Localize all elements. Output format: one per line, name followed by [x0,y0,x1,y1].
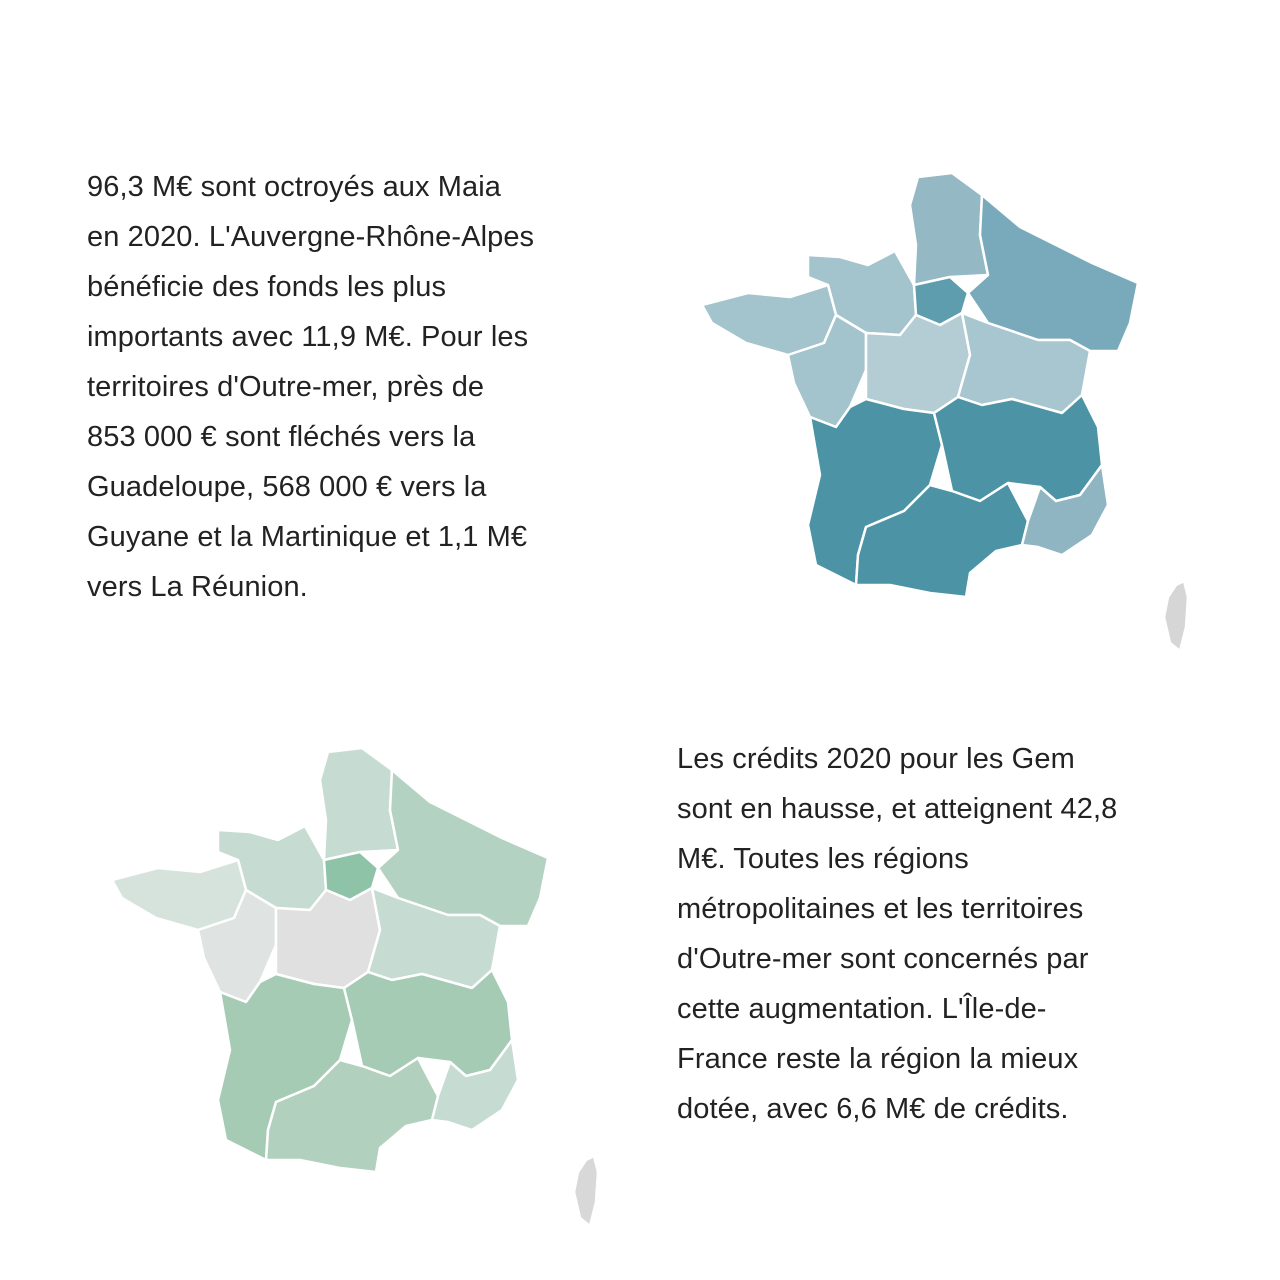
region-corse [1164,581,1188,651]
maia-paragraph [87,162,647,612]
text-line: Guadeloupe, 568 000 € vers la [87,471,487,503]
region-hauts-de-france [320,748,398,860]
region-auvergne-rhone-alpes [934,395,1102,501]
text-line: bénéficie des fonds les plus [87,271,447,303]
gem-paragraph [677,734,1257,1134]
text-line: Les crédits 2020 pour les Gem [677,743,1075,775]
text-line: dotée, avec 6,6 M€ de crédits. [677,1093,1069,1125]
text-line: cette augmentation. L'Île-de- [677,993,1047,1025]
text-line: sont en hausse, et atteignent 42,8 [677,793,1118,825]
region-corse [574,1156,598,1226]
france-regions-svg [690,165,1210,665]
text-line: métropolitaines et les territoires [677,893,1084,925]
text-line: 96,3 M€ sont octroyés aux Maia [87,171,502,203]
text-line: importants avec 11,9 M€. Pour les [87,321,529,353]
gem-france-map [100,740,620,1240]
text-line: 853 000 € sont fléchés vers la [87,421,476,453]
france-regions-svg [100,740,620,1240]
region-hauts-de-france [910,173,988,285]
text-line: France reste la région la mieux [677,1043,1079,1075]
text-line: vers La Réunion. [87,571,308,603]
text-line: M€. Toutes les régions [677,843,969,875]
text-line: Guyane et la Martinique et 1,1 M€ [87,521,528,553]
text-line: d'Outre-mer sont concernés par [677,943,1089,975]
region-auvergne-rhone-alpes [344,970,512,1076]
text-line: en 2020. L'Auvergne-Rhône-Alpes [87,221,535,253]
maia-france-map [690,165,1210,665]
text-line: territoires d'Outre-mer, près de [87,371,485,403]
